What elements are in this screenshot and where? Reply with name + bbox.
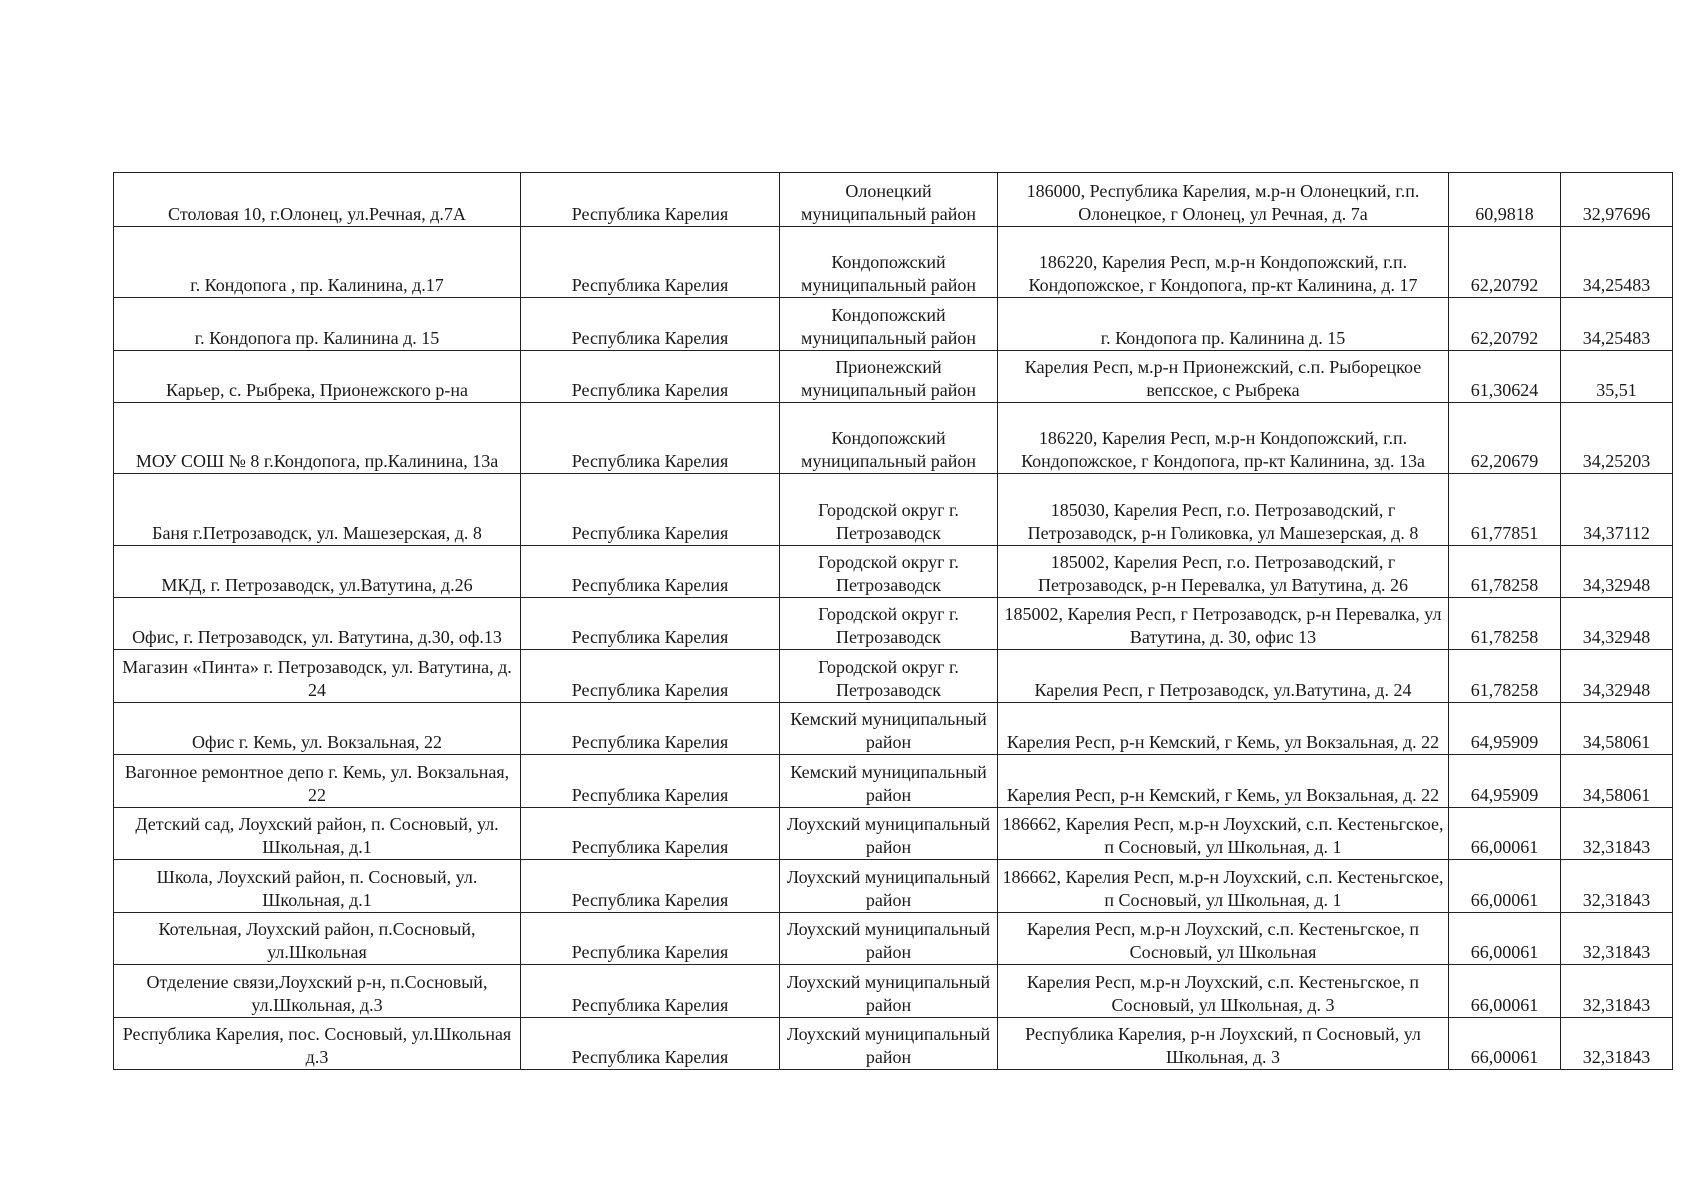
object-name-cell: Карьер, с. Рыбрека, Прионежского р-на (114, 351, 521, 403)
table-row (114, 860, 1673, 913)
district-cell: Городской округ г. Петрозаводск (780, 598, 998, 650)
region-cell: Республика Карелия (521, 351, 780, 403)
latitude-cell: 60,9818 (1449, 173, 1561, 227)
latitude-cell: 66,00061 (1449, 913, 1561, 965)
longitude-cell: 35,51 (1561, 351, 1673, 403)
district-cell: Кондопожский муниципальный район (780, 403, 998, 474)
region-cell: Республика Карелия (521, 298, 780, 351)
latitude-cell: 66,00061 (1449, 1018, 1561, 1070)
address-cell: Карелия Респ, м.р-н Прионежский, с.п. Рыборецкое вепсское, с Рыбрека (998, 351, 1449, 403)
district-cell: Кемский муниципальный район (780, 755, 998, 808)
latitude-cell: 62,20792 (1449, 298, 1561, 351)
district-cell: Прионежский муниципальный район (780, 351, 998, 403)
table-row (114, 298, 1673, 351)
longitude-cell: 34,37112 (1561, 474, 1673, 546)
address-cell: 186000, Республика Карелия, м.р-н Олонецкий, г.п. Олонецкое, г Олонец, ул Речная, д. 7а (998, 173, 1449, 227)
address-cell: Карелия Респ, м.р-н Лоухский, с.п. Кестеньгское, п Сосновый, ул Школьная (998, 913, 1449, 965)
region-cell: Республика Карелия (521, 474, 780, 546)
longitude-cell: 32,31843 (1561, 1018, 1673, 1070)
longitude-cell: 34,58061 (1561, 703, 1673, 755)
object-name-cell: Школа, Лоухский район, п. Сосновый, ул. Школьная, д.1 (114, 860, 521, 913)
table-row (114, 474, 1673, 546)
district-cell: Лоухский муниципальный район (780, 808, 998, 860)
table-row (114, 403, 1673, 474)
district-cell: Городской округ г. Петрозаводск (780, 546, 998, 598)
longitude-cell: 34,32948 (1561, 650, 1673, 703)
longitude-cell: 34,25483 (1561, 298, 1673, 351)
table-row (114, 546, 1673, 598)
table-row (114, 598, 1673, 650)
longitude-cell: 34,25483 (1561, 227, 1673, 298)
table-row (114, 703, 1673, 755)
object-name-cell: Отделение связи,Лоухский р-н, п.Сосновый, ул.Школьная, д.3 (114, 965, 521, 1018)
district-cell: Городской округ г. Петрозаводск (780, 474, 998, 546)
address-cell: 185002, Карелия Респ, г.о. Петрозаводский, г Петрозаводск, р-н Перевалка, ул Ватутина, д. 26 (998, 546, 1449, 598)
longitude-cell: 32,31843 (1561, 860, 1673, 913)
latitude-cell: 62,20679 (1449, 403, 1561, 474)
table-row (114, 913, 1673, 965)
district-cell: Городской округ г. Петрозаводск (780, 650, 998, 703)
district-cell: Кемский муниципальный район (780, 703, 998, 755)
latitude-cell: 61,77851 (1449, 474, 1561, 546)
district-cell: Кондопожский муниципальный район (780, 227, 998, 298)
object-name-cell: г. Кондопога , пр. Калинина, д.17 (114, 227, 521, 298)
latitude-cell: 61,30624 (1449, 351, 1561, 403)
address-cell: 185030, Карелия Респ, г.о. Петрозаводский, г Петрозаводск, р-н Голиковка, ул Машезерская, д. 8 (998, 474, 1449, 546)
region-cell: Республика Карелия (521, 227, 780, 298)
table-row (114, 1018, 1673, 1070)
district-cell: Лоухский муниципальный район (780, 965, 998, 1018)
object-name-cell: Детский сад, Лоухский район, п. Сосновый, ул. Школьная, д.1 (114, 808, 521, 860)
latitude-cell: 64,95909 (1449, 703, 1561, 755)
longitude-cell: 32,31843 (1561, 808, 1673, 860)
region-cell: Республика Карелия (521, 650, 780, 703)
latitude-cell: 64,95909 (1449, 755, 1561, 808)
region-cell: Республика Карелия (521, 755, 780, 808)
object-name-cell: Офис, г. Петрозаводск, ул. Ватутина, д.30, оф.13 (114, 598, 521, 650)
address-cell: 186662, Карелия Респ, м.р-н Лоухский, с.п. Кестеньгское, п Сосновый, ул Школьная, д. 1 (998, 808, 1449, 860)
region-cell: Республика Карелия (521, 860, 780, 913)
address-cell: 186662, Карелия Респ, м.р-н Лоухский, с.п. Кестеньгское, п Сосновый, ул Школьная, д. 1 (998, 860, 1449, 913)
object-name-cell: Котельная, Лоухский район, п.Сосновый, ул.Школьная (114, 913, 521, 965)
region-cell: Республика Карелия (521, 913, 780, 965)
address-cell: 185002, Карелия Респ, г Петрозаводск, р-н Перевалка, ул Ватутина, д. 30, офис 13 (998, 598, 1449, 650)
latitude-cell: 66,00061 (1449, 808, 1561, 860)
table-row (114, 965, 1673, 1018)
table-row (114, 173, 1673, 227)
longitude-cell: 34,32948 (1561, 598, 1673, 650)
district-cell: Лоухский муниципальный район (780, 1018, 998, 1070)
table-row (114, 808, 1673, 860)
district-cell: Лоухский муниципальный район (780, 860, 998, 913)
longitude-cell: 34,32948 (1561, 546, 1673, 598)
longitude-cell: 32,31843 (1561, 913, 1673, 965)
district-cell: Лоухский муниципальный район (780, 913, 998, 965)
latitude-cell: 61,78258 (1449, 650, 1561, 703)
object-name-cell: г. Кондопога пр. Калинина д. 15 (114, 298, 521, 351)
table-row (114, 227, 1673, 298)
latitude-cell: 62,20792 (1449, 227, 1561, 298)
object-name-cell: МКД, г. Петрозаводск, ул.Ватутина, д.26 (114, 546, 521, 598)
object-name-cell: Вагонное ремонтное депо г. Кемь, ул. Вокзальная, 22 (114, 755, 521, 808)
address-cell: Карелия Респ, г Петрозаводск, ул.Ватутина, д. 24 (998, 650, 1449, 703)
district-cell: Олонецкий муниципальный район (780, 173, 998, 227)
longitude-cell: 34,58061 (1561, 755, 1673, 808)
region-cell: Республика Карелия (521, 808, 780, 860)
object-name-cell: Баня г.Петрозаводск, ул. Машезерская, д. 8 (114, 474, 521, 546)
longitude-cell: 32,31843 (1561, 965, 1673, 1018)
object-name-cell: Столовая 10, г.Олонец, ул.Речная, д.7А (114, 173, 521, 227)
region-cell: Республика Карелия (521, 1018, 780, 1070)
region-cell: Республика Карелия (521, 598, 780, 650)
address-cell: г. Кондопога пр. Калинина д. 15 (998, 298, 1449, 351)
district-cell: Кондопожский муниципальный район (780, 298, 998, 351)
object-name-cell: Магазин «Пинта» г. Петрозаводск, ул. Ватутина, д. 24 (114, 650, 521, 703)
address-cell: Карелия Респ, м.р-н Лоухский, с.п. Кестеньгское, п Сосновый, ул Школьная, д. 3 (998, 965, 1449, 1018)
region-cell: Республика Карелия (521, 173, 780, 227)
region-cell: Республика Карелия (521, 703, 780, 755)
region-cell: Республика Карелия (521, 965, 780, 1018)
latitude-cell: 61,78258 (1449, 598, 1561, 650)
address-cell: 186220, Карелия Респ, м.р-н Кондопожский, г.п. Кондопожское, г Кондопога, пр-кт Калинина, д. 17 (998, 227, 1449, 298)
locations-table (113, 172, 1673, 1070)
object-name-cell: МОУ СОШ № 8 г.Кондопога, пр.Калинина, 13а (114, 403, 521, 474)
latitude-cell: 61,78258 (1449, 546, 1561, 598)
region-cell: Республика Карелия (521, 403, 780, 474)
address-cell: Карелия Респ, р-н Кемский, г Кемь, ул Вокзальная, д. 22 (998, 703, 1449, 755)
address-cell: Карелия Респ, р-н Кемский, г Кемь, ул Вокзальная, д. 22 (998, 755, 1449, 808)
longitude-cell: 34,25203 (1561, 403, 1673, 474)
address-cell: 186220, Карелия Респ, м.р-н Кондопожский, г.п. Кондопожское, г Кондопога, пр-кт Калинина, зд. 13а (998, 403, 1449, 474)
latitude-cell: 66,00061 (1449, 860, 1561, 913)
object-name-cell: Офис г. Кемь, ул. Вокзальная, 22 (114, 703, 521, 755)
region-cell: Республика Карелия (521, 546, 780, 598)
address-cell: Республика Карелия, р-н Лоухский, п Сосновый, ул Школьная, д. 3 (998, 1018, 1449, 1070)
table-row (114, 755, 1673, 808)
table-row (114, 650, 1673, 703)
longitude-cell: 32,97696 (1561, 173, 1673, 227)
object-name-cell: Республика Карелия, пос. Сосновый, ул.Школьная д.3 (114, 1018, 521, 1070)
latitude-cell: 66,00061 (1449, 965, 1561, 1018)
table-row (114, 351, 1673, 403)
